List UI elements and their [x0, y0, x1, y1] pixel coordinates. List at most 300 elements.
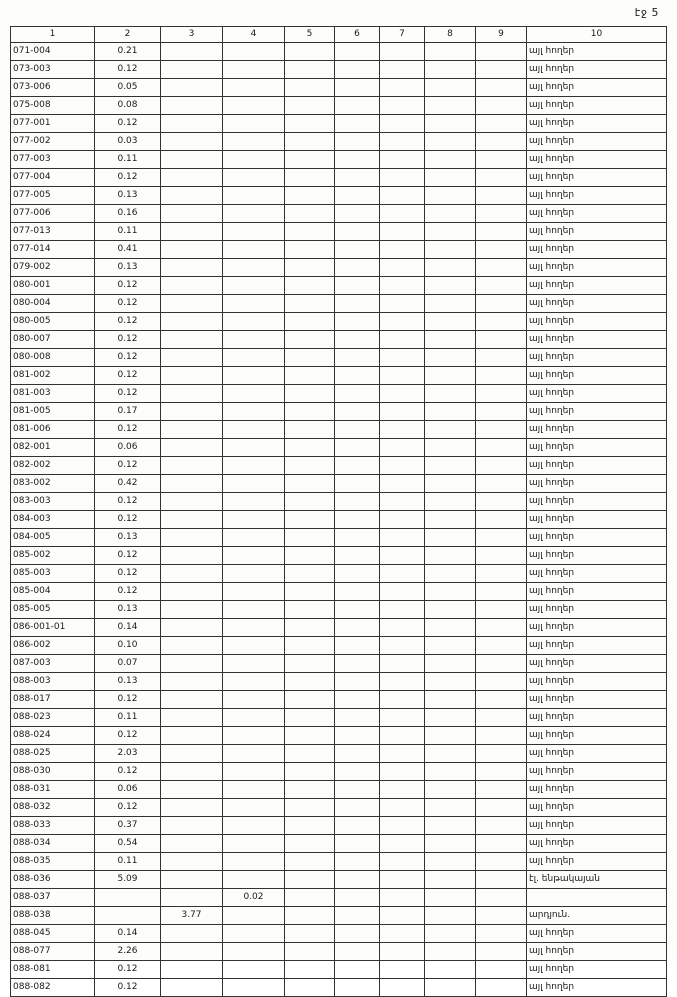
cell-value-6 [335, 799, 380, 817]
cell-value-6 [335, 79, 380, 97]
cell-value-2: 0.12 [95, 493, 161, 511]
cell-value-2: 0.14 [95, 619, 161, 637]
cell-value-2: 0.12 [95, 799, 161, 817]
cell-value-7 [380, 619, 425, 637]
cell-parcel-code: 071-004 [11, 43, 95, 61]
cell-value-4 [223, 601, 285, 619]
cell-value-6 [335, 655, 380, 673]
cell-land-type: այլ հողեր [527, 259, 667, 277]
cell-land-type: այլ հողեր [527, 475, 667, 493]
cell-value-2 [95, 889, 161, 907]
cell-value-8 [425, 799, 476, 817]
cell-value-5 [285, 241, 335, 259]
cell-value-8 [425, 439, 476, 457]
cell-parcel-code: 088-024 [11, 727, 95, 745]
cell-value-6 [335, 403, 380, 421]
cell-value-3 [161, 349, 223, 367]
table-row [11, 583, 667, 601]
cell-value-5 [285, 853, 335, 871]
cell-value-7 [380, 79, 425, 97]
cell-value-6 [335, 223, 380, 241]
cell-value-7 [380, 547, 425, 565]
cell-parcel-code: 082-001 [11, 439, 95, 457]
table-row [11, 43, 667, 61]
cell-value-9 [476, 259, 527, 277]
cell-parcel-code: 085-005 [11, 601, 95, 619]
table-row [11, 691, 667, 709]
cell-value-5 [285, 421, 335, 439]
cell-value-7 [380, 781, 425, 799]
cell-value-8 [425, 709, 476, 727]
cell-value-2: 0.13 [95, 673, 161, 691]
cell-value-8 [425, 259, 476, 277]
table-row [11, 133, 667, 151]
cell-value-5 [285, 871, 335, 889]
cell-parcel-code: 085-004 [11, 583, 95, 601]
cell-value-5 [285, 637, 335, 655]
cell-value-9 [476, 295, 527, 313]
cell-value-5 [285, 259, 335, 277]
cell-value-6 [335, 583, 380, 601]
land-registry-table [10, 26, 667, 997]
cell-value-3 [161, 925, 223, 943]
cell-value-6 [335, 457, 380, 475]
cell-value-3 [161, 367, 223, 385]
cell-parcel-code: 088-033 [11, 817, 95, 835]
cell-value-2: 0.03 [95, 133, 161, 151]
cell-value-5 [285, 925, 335, 943]
cell-value-4 [223, 349, 285, 367]
cell-value-9 [476, 43, 527, 61]
cell-value-5 [285, 979, 335, 997]
cell-value-9 [476, 205, 527, 223]
cell-value-2: 0.12 [95, 421, 161, 439]
cell-value-9 [476, 313, 527, 331]
table-row [11, 817, 667, 835]
cell-value-3 [161, 637, 223, 655]
cell-value-7 [380, 709, 425, 727]
cell-value-5 [285, 367, 335, 385]
cell-value-3 [161, 817, 223, 835]
cell-land-type: այլ հողեր [527, 979, 667, 997]
cell-value-4 [223, 835, 285, 853]
cell-value-9 [476, 979, 527, 997]
cell-land-type: այլ հողեր [527, 583, 667, 601]
column-header-7: 7 [380, 27, 425, 43]
cell-value-4 [223, 331, 285, 349]
table-row [11, 79, 667, 97]
cell-value-8 [425, 457, 476, 475]
table-row [11, 835, 667, 853]
cell-value-6 [335, 619, 380, 637]
cell-value-7 [380, 313, 425, 331]
cell-value-6 [335, 187, 380, 205]
cell-value-5 [285, 43, 335, 61]
cell-value-4 [223, 619, 285, 637]
cell-value-2: 0.12 [95, 511, 161, 529]
cell-value-8 [425, 763, 476, 781]
cell-value-3 [161, 493, 223, 511]
cell-parcel-code: 088-036 [11, 871, 95, 889]
cell-value-5 [285, 763, 335, 781]
cell-parcel-code: 080-004 [11, 295, 95, 313]
table-row [11, 295, 667, 313]
column-header-3: 3 [161, 27, 223, 43]
cell-value-4 [223, 673, 285, 691]
cell-value-5 [285, 745, 335, 763]
cell-value-8 [425, 79, 476, 97]
cell-land-type: այլ հողեր [527, 421, 667, 439]
cell-value-7 [380, 367, 425, 385]
column-header-5: 5 [285, 27, 335, 43]
cell-value-7 [380, 241, 425, 259]
cell-value-3 [161, 259, 223, 277]
cell-value-6 [335, 709, 380, 727]
cell-value-8 [425, 943, 476, 961]
cell-value-9 [476, 601, 527, 619]
cell-value-9 [476, 61, 527, 79]
cell-land-type: այլ հողեր [527, 817, 667, 835]
cell-value-6 [335, 835, 380, 853]
cell-value-7 [380, 421, 425, 439]
cell-value-5 [285, 565, 335, 583]
cell-value-6 [335, 421, 380, 439]
cell-value-7 [380, 511, 425, 529]
cell-value-2: 0.12 [95, 277, 161, 295]
cell-value-9 [476, 745, 527, 763]
table-body [11, 43, 667, 997]
cell-value-5 [285, 547, 335, 565]
cell-value-7 [380, 889, 425, 907]
cell-value-6 [335, 979, 380, 997]
cell-value-9 [476, 547, 527, 565]
cell-value-8 [425, 313, 476, 331]
cell-value-5 [285, 133, 335, 151]
cell-value-4 [223, 781, 285, 799]
cell-value-3 [161, 673, 223, 691]
cell-value-7 [380, 637, 425, 655]
cell-value-6 [335, 367, 380, 385]
cell-value-4: 0.02 [223, 889, 285, 907]
cell-value-6 [335, 547, 380, 565]
cell-parcel-code: 085-002 [11, 547, 95, 565]
cell-value-3 [161, 655, 223, 673]
cell-value-4 [223, 187, 285, 205]
cell-value-8 [425, 367, 476, 385]
cell-value-4 [223, 97, 285, 115]
cell-land-type: այլ հողեր [527, 853, 667, 871]
cell-value-7 [380, 907, 425, 925]
cell-value-2: 0.12 [95, 763, 161, 781]
cell-value-6 [335, 889, 380, 907]
cell-value-6 [335, 907, 380, 925]
cell-value-4 [223, 313, 285, 331]
cell-land-type: այլ հողեր [527, 511, 667, 529]
cell-value-3 [161, 151, 223, 169]
cell-land-type: այլ հողեր [527, 61, 667, 79]
cell-value-3 [161, 619, 223, 637]
cell-value-7 [380, 187, 425, 205]
cell-value-2 [95, 907, 161, 925]
table-row [11, 961, 667, 979]
cell-value-3 [161, 853, 223, 871]
cell-value-5 [285, 943, 335, 961]
cell-value-7 [380, 691, 425, 709]
cell-parcel-code: 077-002 [11, 133, 95, 151]
cell-parcel-code: 088-038 [11, 907, 95, 925]
cell-value-9 [476, 925, 527, 943]
cell-value-4 [223, 457, 285, 475]
cell-value-5 [285, 727, 335, 745]
table-row [11, 619, 667, 637]
cell-value-6 [335, 565, 380, 583]
cell-land-type: այլ հողեր [527, 295, 667, 313]
cell-value-3 [161, 385, 223, 403]
cell-land-type: այլ հողեր [527, 223, 667, 241]
cell-value-7 [380, 529, 425, 547]
table-row [11, 97, 667, 115]
cell-value-6 [335, 151, 380, 169]
cell-parcel-code: 088-025 [11, 745, 95, 763]
cell-value-8 [425, 349, 476, 367]
cell-parcel-code: 081-002 [11, 367, 95, 385]
cell-value-8 [425, 187, 476, 205]
cell-land-type: այլ հողեր [527, 493, 667, 511]
table-row [11, 727, 667, 745]
cell-value-6 [335, 439, 380, 457]
cell-value-4 [223, 979, 285, 997]
cell-value-4 [223, 853, 285, 871]
cell-parcel-code: 088-081 [11, 961, 95, 979]
cell-value-4 [223, 727, 285, 745]
cell-land-type: այլ հողեր [527, 349, 667, 367]
cell-parcel-code: 088-003 [11, 673, 95, 691]
cell-value-9 [476, 331, 527, 349]
cell-value-3 [161, 565, 223, 583]
cell-value-2: 0.42 [95, 475, 161, 493]
cell-value-7 [380, 853, 425, 871]
cell-value-5 [285, 781, 335, 799]
cell-value-8 [425, 673, 476, 691]
table-row [11, 925, 667, 943]
cell-value-4 [223, 565, 285, 583]
table-row [11, 637, 667, 655]
cell-value-6 [335, 781, 380, 799]
cell-parcel-code: 073-006 [11, 79, 95, 97]
cell-value-3 [161, 979, 223, 997]
cell-value-5 [285, 151, 335, 169]
cell-value-2: 0.12 [95, 349, 161, 367]
cell-value-3 [161, 871, 223, 889]
cell-value-2: 0.11 [95, 223, 161, 241]
cell-value-7 [380, 385, 425, 403]
cell-value-7 [380, 799, 425, 817]
cell-value-5 [285, 619, 335, 637]
cell-value-3 [161, 115, 223, 133]
cell-value-5 [285, 313, 335, 331]
cell-value-9 [476, 475, 527, 493]
cell-value-6 [335, 961, 380, 979]
cell-value-2: 0.12 [95, 169, 161, 187]
cell-parcel-code: 084-005 [11, 529, 95, 547]
table-header-row [11, 27, 667, 43]
cell-value-3 [161, 205, 223, 223]
cell-value-4 [223, 169, 285, 187]
cell-value-8 [425, 115, 476, 133]
cell-value-2: 0.12 [95, 565, 161, 583]
cell-value-7 [380, 115, 425, 133]
cell-value-3 [161, 529, 223, 547]
cell-value-9 [476, 763, 527, 781]
cell-value-8 [425, 655, 476, 673]
cell-value-5 [285, 493, 335, 511]
cell-value-6 [335, 295, 380, 313]
table-row [11, 979, 667, 997]
table-row [11, 241, 667, 259]
cell-value-6 [335, 871, 380, 889]
cell-value-8 [425, 43, 476, 61]
cell-value-8 [425, 781, 476, 799]
column-header-2: 2 [95, 27, 161, 43]
cell-land-type: այլ հողեր [527, 529, 667, 547]
cell-value-3 [161, 403, 223, 421]
table-row [11, 187, 667, 205]
cell-value-6 [335, 169, 380, 187]
cell-value-8 [425, 61, 476, 79]
cell-value-6 [335, 673, 380, 691]
cell-value-3 [161, 61, 223, 79]
cell-value-3 [161, 187, 223, 205]
cell-land-type: այլ հողեր [527, 133, 667, 151]
table-row [11, 457, 667, 475]
cell-value-9 [476, 169, 527, 187]
cell-value-7 [380, 979, 425, 997]
column-header-9: 9 [476, 27, 527, 43]
cell-value-4 [223, 115, 285, 133]
cell-value-7 [380, 43, 425, 61]
cell-value-6 [335, 925, 380, 943]
cell-value-2: 0.12 [95, 295, 161, 313]
cell-value-9 [476, 943, 527, 961]
cell-value-8 [425, 961, 476, 979]
cell-parcel-code: 077-014 [11, 241, 95, 259]
cell-value-8 [425, 241, 476, 259]
cell-land-type: այլ հողեր [527, 655, 667, 673]
cell-value-6 [335, 943, 380, 961]
cell-value-7 [380, 565, 425, 583]
cell-parcel-code: 086-001-01 [11, 619, 95, 637]
table-row [11, 871, 667, 889]
cell-value-3 [161, 313, 223, 331]
table-row [11, 313, 667, 331]
cell-value-5 [285, 97, 335, 115]
cell-value-7 [380, 745, 425, 763]
cell-value-6 [335, 763, 380, 781]
cell-parcel-code: 086-002 [11, 637, 95, 655]
cell-value-9 [476, 961, 527, 979]
table-row [11, 259, 667, 277]
cell-land-type: այլ հողեր [527, 943, 667, 961]
cell-value-8 [425, 619, 476, 637]
cell-value-9 [476, 277, 527, 295]
cell-value-8 [425, 223, 476, 241]
table-row [11, 277, 667, 295]
cell-value-4 [223, 943, 285, 961]
cell-value-5 [285, 709, 335, 727]
cell-land-type: այլ հողեր [527, 205, 667, 223]
table-row [11, 673, 667, 691]
cell-value-6 [335, 331, 380, 349]
cell-parcel-code: 080-008 [11, 349, 95, 367]
cell-value-3 [161, 241, 223, 259]
table-row [11, 493, 667, 511]
cell-land-type: այլ հողեր [527, 727, 667, 745]
cell-value-2: 0.11 [95, 709, 161, 727]
cell-value-9 [476, 853, 527, 871]
cell-value-2: 0.13 [95, 601, 161, 619]
cell-value-8 [425, 925, 476, 943]
cell-value-4 [223, 583, 285, 601]
cell-value-6 [335, 277, 380, 295]
cell-value-6 [335, 475, 380, 493]
cell-land-type: այլ հողեր [527, 241, 667, 259]
cell-parcel-code: 077-003 [11, 151, 95, 169]
cell-value-4 [223, 133, 285, 151]
column-header-8: 8 [425, 27, 476, 43]
cell-value-5 [285, 835, 335, 853]
cell-value-7 [380, 331, 425, 349]
cell-value-7 [380, 169, 425, 187]
cell-land-type: այլ հողեր [527, 187, 667, 205]
cell-value-5 [285, 349, 335, 367]
table-row [11, 763, 667, 781]
cell-value-3 [161, 763, 223, 781]
cell-value-7 [380, 673, 425, 691]
cell-value-5 [285, 961, 335, 979]
cell-land-type: այլ հողեր [527, 385, 667, 403]
cell-value-7 [380, 205, 425, 223]
cell-value-3 [161, 799, 223, 817]
cell-value-3 [161, 835, 223, 853]
cell-land-type: այլ հողեր [527, 709, 667, 727]
cell-value-2: 0.13 [95, 259, 161, 277]
cell-land-type: այլ հողեր [527, 151, 667, 169]
cell-value-9 [476, 493, 527, 511]
cell-value-5 [285, 439, 335, 457]
cell-value-6 [335, 511, 380, 529]
cell-value-5 [285, 691, 335, 709]
table-row [11, 547, 667, 565]
cell-value-2: 0.17 [95, 403, 161, 421]
cell-land-type: այլ հողեր [527, 97, 667, 115]
table-row [11, 745, 667, 763]
cell-value-4 [223, 79, 285, 97]
cell-value-5 [285, 331, 335, 349]
cell-value-9 [476, 133, 527, 151]
cell-value-5 [285, 529, 335, 547]
cell-value-2: 2.03 [95, 745, 161, 763]
cell-value-7 [380, 835, 425, 853]
cell-value-2: 0.05 [95, 79, 161, 97]
cell-land-type: այլ հողեր [527, 331, 667, 349]
cell-value-4 [223, 403, 285, 421]
cell-land-type: այլ հողեր [527, 79, 667, 97]
column-header-1: 1 [11, 27, 95, 43]
cell-value-3 [161, 223, 223, 241]
cell-value-3: 3.77 [161, 907, 223, 925]
cell-value-2: 0.12 [95, 61, 161, 79]
cell-value-5 [285, 799, 335, 817]
